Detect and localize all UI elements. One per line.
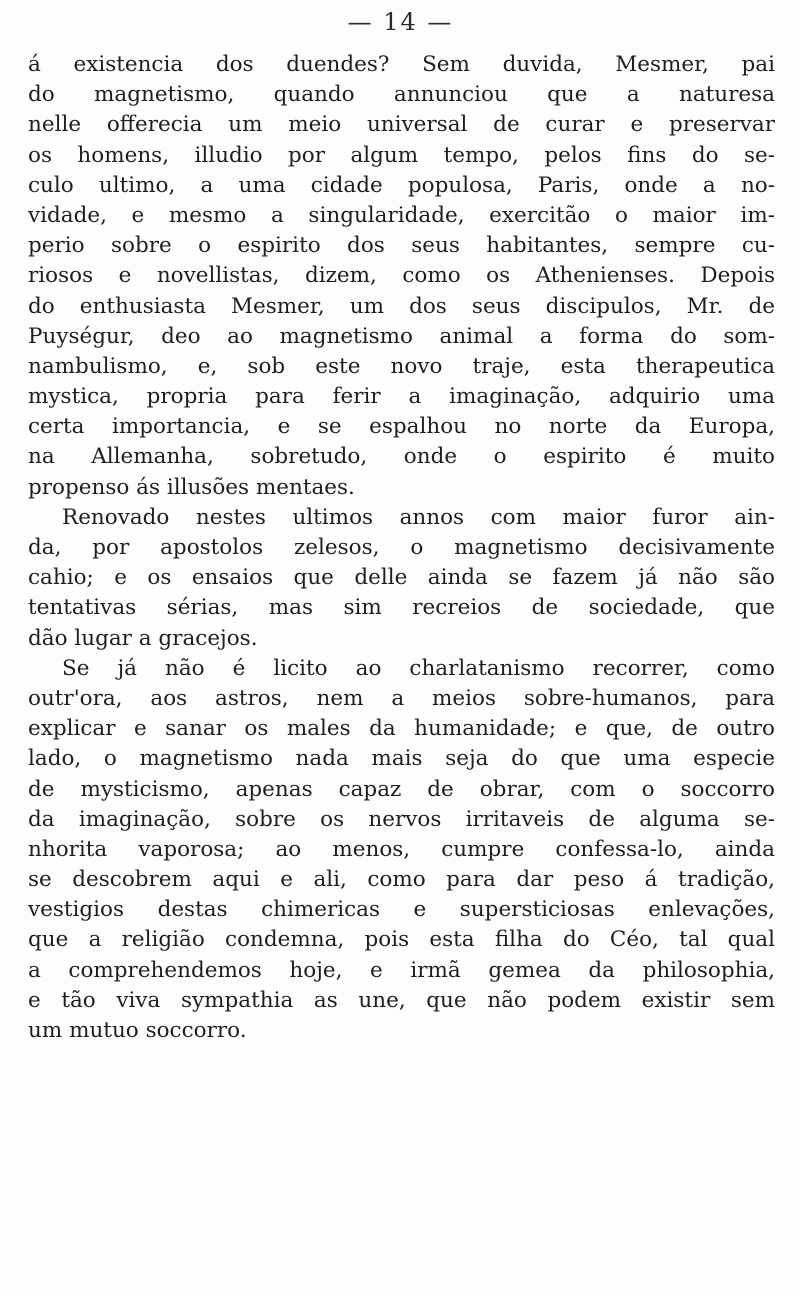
text-line: na Allemanha, sobretudo, onde o espirito é muito xyxy=(28,444,775,470)
text-line: vidade, e mesmo a singularidade, exercitão o maior im- xyxy=(28,202,775,228)
text-line: cahio; e os ensaios que delle ainda se fazem já não são xyxy=(28,565,775,591)
text-line: á existencia dos duendes? Sem duvida, Mesmer, pai xyxy=(28,52,775,77)
text-line: Renovado nestes ultimos annos com maior furor ain- xyxy=(62,504,775,530)
text-line: nelle offerecia um meio universal de curar e preservar xyxy=(28,112,775,138)
text-line: riosos e novellistas, dizem, como os Athenienses. Depois xyxy=(28,263,775,289)
text-line: da imaginação, sobre os nervos irritaveis de alguma se- xyxy=(28,806,775,832)
text-line: lado, o magnetismo nada mais seja do que uma especie xyxy=(28,746,775,772)
text-line: se descobrem aqui e ali, como para dar peso á tradição, xyxy=(28,867,775,893)
text-line: vestigios destas chimericas e supersticiosas enlevações, xyxy=(28,897,775,923)
text-line: Se já não é licito ao charlatanismo recorrer, como xyxy=(62,655,775,681)
text-line: Puységur, deo ao magnetismo animal a forma do som- xyxy=(28,323,775,349)
text-line: outr'ora, aos astros, nem a meios sobre-humanos, para xyxy=(28,685,775,711)
body-text xyxy=(28,50,775,1046)
text-line: tentativas sérias, mas sim recreios de sociedade, que xyxy=(28,595,775,621)
text-line: dão lugar a gracejos. xyxy=(28,625,258,651)
text-line: que a religião condemna, pois esta filha do Céo, tal qual xyxy=(28,927,775,953)
text-line: a comprehendemos hoje, e irmã gemea da philosophia, xyxy=(28,957,775,983)
text-line: do magnetismo, quando annunciou que a naturesa xyxy=(28,82,775,108)
text-line: perio sobre o espirito dos seus habitantes, sempre cu- xyxy=(28,233,775,259)
text-line: e tão viva sympathia as une, que não podem existir sem xyxy=(28,987,775,1013)
page-number: — 14 — xyxy=(347,8,454,36)
text-line: do enthusiasta Mesmer, um dos seus discipulos, Mr. de xyxy=(28,293,775,319)
text-line: propenso ás illusões mentaes. xyxy=(28,474,355,500)
text-line: explicar e sanar os males da humanidade; e que, de outro xyxy=(28,716,775,742)
text-line: os homens, illudio por algum tempo, pelos fins do se- xyxy=(28,142,775,168)
text-line: de mysticismo, apenas capaz de obrar, com o soccorro xyxy=(28,776,775,802)
text-line: certa importancia, e se espalhou no norte da Europa, xyxy=(28,414,775,440)
text-line: nhorita vaporosa; ao menos, cumpre confessa-lo, ainda xyxy=(28,836,775,862)
text-line: um mutuo soccorro. xyxy=(28,1018,247,1043)
text-line: da, por apostolos zelesos, o magnetismo decisivamente xyxy=(28,535,775,560)
text-line: culo ultimo, a uma cidade populosa, Paris, onde a no- xyxy=(28,172,775,198)
text-line: mystica, propria para ferir a imaginação, adquirio uma xyxy=(28,384,775,410)
text-line: nambulismo, e, sob este novo traje, esta therapeutica xyxy=(28,353,775,379)
